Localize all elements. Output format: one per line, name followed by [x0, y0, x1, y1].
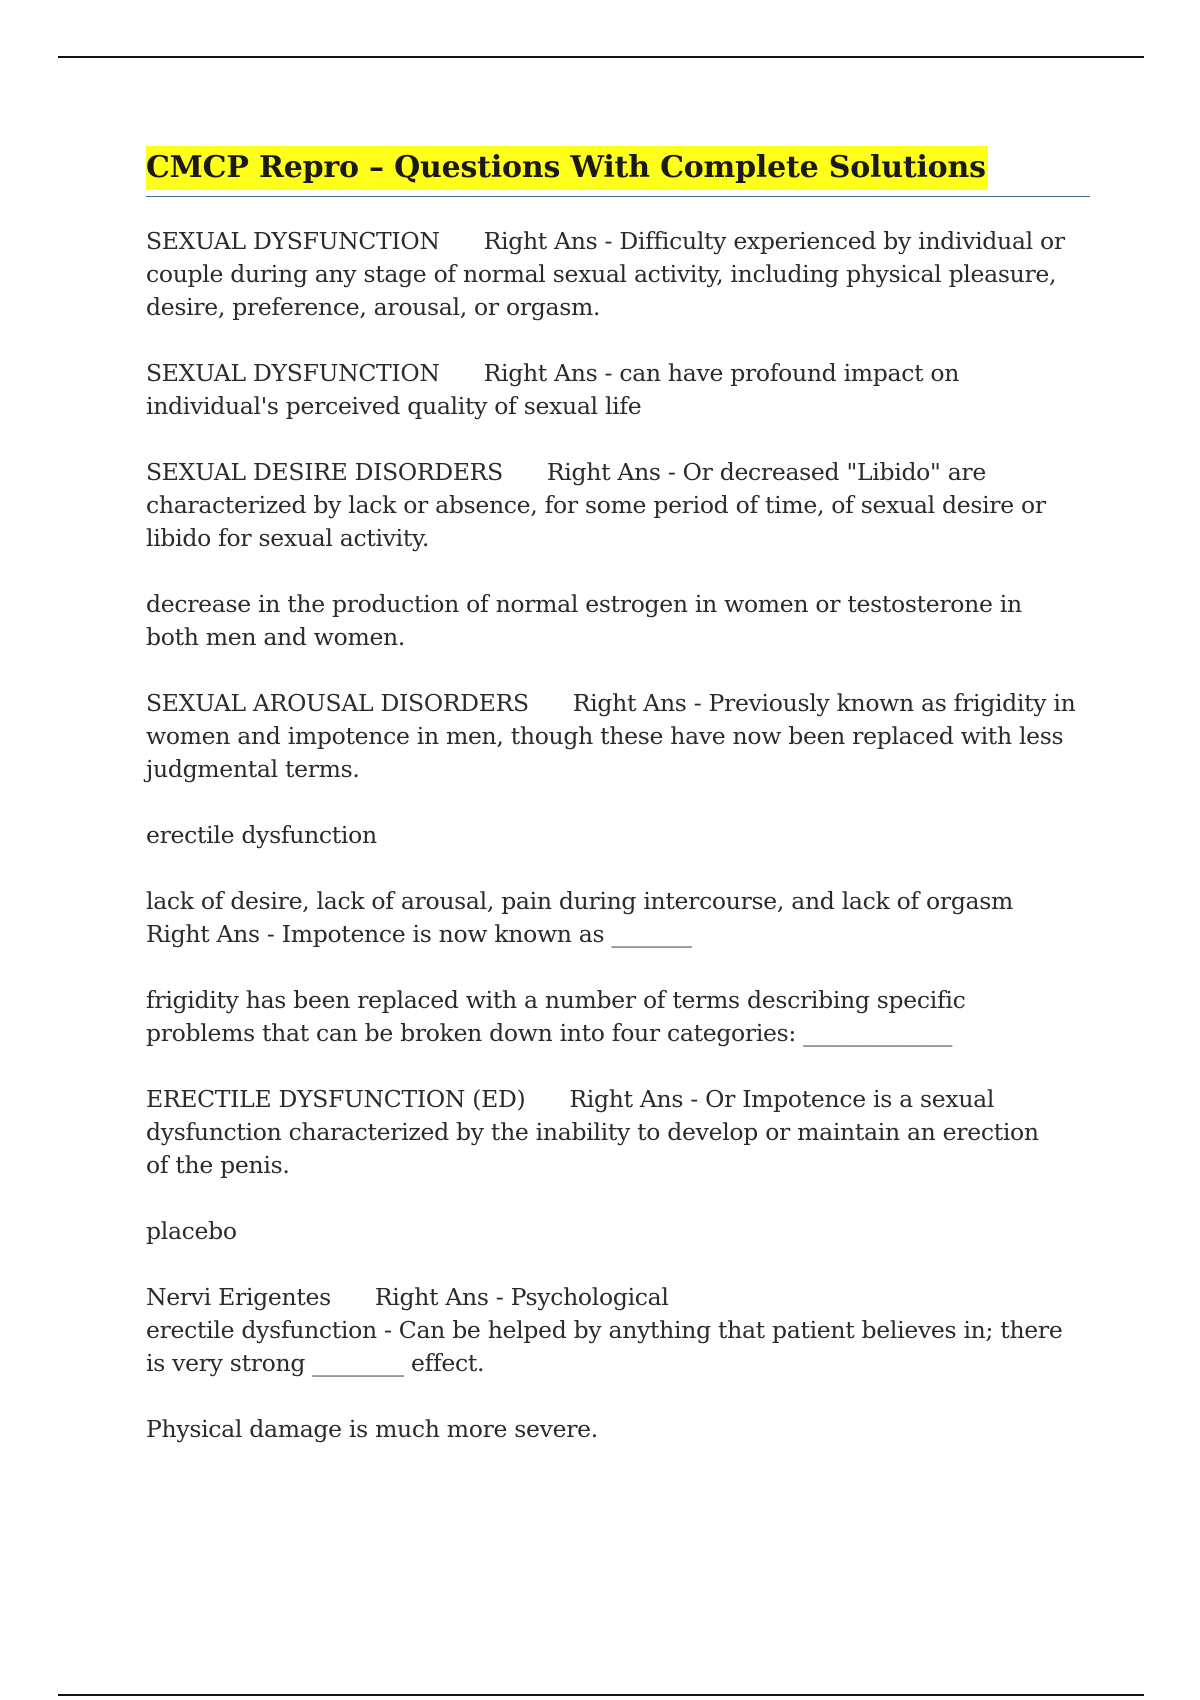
text-paragraph	[146, 984, 1090, 1050]
text-paragraph	[146, 885, 1090, 951]
qa-term: SEXUAL DYSFUNCTION	[146, 359, 440, 387]
document-title: CMCP Repro – Questions With Complete Solutions	[146, 146, 988, 190]
text-line: Right Ans - Impotence is now known as _______	[146, 920, 692, 948]
qa-line: of the penis.	[146, 1151, 290, 1179]
text-line: problems that can be broken down into four categories: _____________	[146, 1019, 953, 1047]
text-line: decrease in the production of normal estrogen in women or testosterone in	[146, 590, 1022, 618]
qa-line: libido for sexual activity.	[146, 524, 430, 552]
qa-entry	[146, 687, 1090, 786]
document-body	[146, 146, 1090, 1479]
text-paragraph	[146, 1215, 1090, 1248]
qa-first-line	[146, 456, 1090, 489]
qa-term: SEXUAL DYSFUNCTION	[146, 227, 440, 255]
qa-entry	[146, 1083, 1090, 1182]
qa-answer: Right Ans - Or Impotence is a sexual	[569, 1085, 995, 1113]
text-line: erectile dysfunction	[146, 821, 377, 849]
text-paragraph	[146, 819, 1090, 852]
qa-line: desire, preference, arousal, or orgasm.	[146, 293, 601, 321]
qa-first-line	[146, 687, 1090, 720]
qa-first-line	[146, 357, 1090, 390]
qa-term: SEXUAL DESIRE DISORDERS	[146, 458, 503, 486]
title-block	[146, 146, 1090, 197]
qa-term: Nervi Erigentes	[146, 1283, 331, 1311]
text-line: both men and women.	[146, 623, 406, 651]
top-page-rule	[58, 56, 1144, 58]
text-line: lack of desire, lack of arousal, pain during intercourse, and lack of orgasm	[146, 887, 1014, 915]
qa-line: judgmental terms.	[146, 755, 360, 783]
qa-line: erectile dysfunction - Can be helped by anything that patient believes in; there	[146, 1316, 1063, 1344]
qa-line: couple during any stage of normal sexual activity, including physical pleasure,	[146, 260, 1057, 288]
text-line: frigidity has been replaced with a number of terms describing specific	[146, 986, 966, 1014]
qa-first-line	[146, 225, 1090, 258]
qa-line: dysfunction characterized by the inability to develop or maintain an erection	[146, 1118, 1039, 1146]
qa-answer: Right Ans - Previously known as frigidity in	[572, 689, 1076, 717]
qa-line: individual's perceived quality of sexual life	[146, 392, 642, 420]
qa-term: SEXUAL AROUSAL DISORDERS	[146, 689, 529, 717]
qa-line: characterized by lack or absence, for some period of time, of sexual desire or	[146, 491, 1046, 519]
qa-term: ERECTILE DYSFUNCTION (ED)	[146, 1085, 526, 1113]
text-line: Physical damage is much more severe.	[146, 1415, 598, 1443]
text-paragraph	[146, 1413, 1090, 1446]
qa-first-line	[146, 1083, 1090, 1116]
qa-answer: Right Ans - Psychological	[374, 1283, 669, 1311]
qa-line: is very strong ________ effect.	[146, 1349, 485, 1377]
text-paragraph	[146, 588, 1090, 654]
qa-entry	[146, 357, 1090, 423]
qa-answer: Right Ans - Difficulty experienced by individual or	[483, 227, 1065, 255]
text-line: placebo	[146, 1217, 237, 1245]
qa-answer: Right Ans - can have profound impact on	[483, 359, 960, 387]
qa-line: women and impotence in men, though these have now been replaced with less	[146, 722, 1064, 750]
qa-first-line	[146, 1281, 1090, 1314]
qa-entry	[146, 456, 1090, 555]
qa-entry	[146, 1281, 1090, 1380]
qa-entry	[146, 225, 1090, 324]
bottom-page-rule	[58, 1694, 1144, 1696]
qa-answer: Right Ans - Or decreased "Libido" are	[546, 458, 986, 486]
